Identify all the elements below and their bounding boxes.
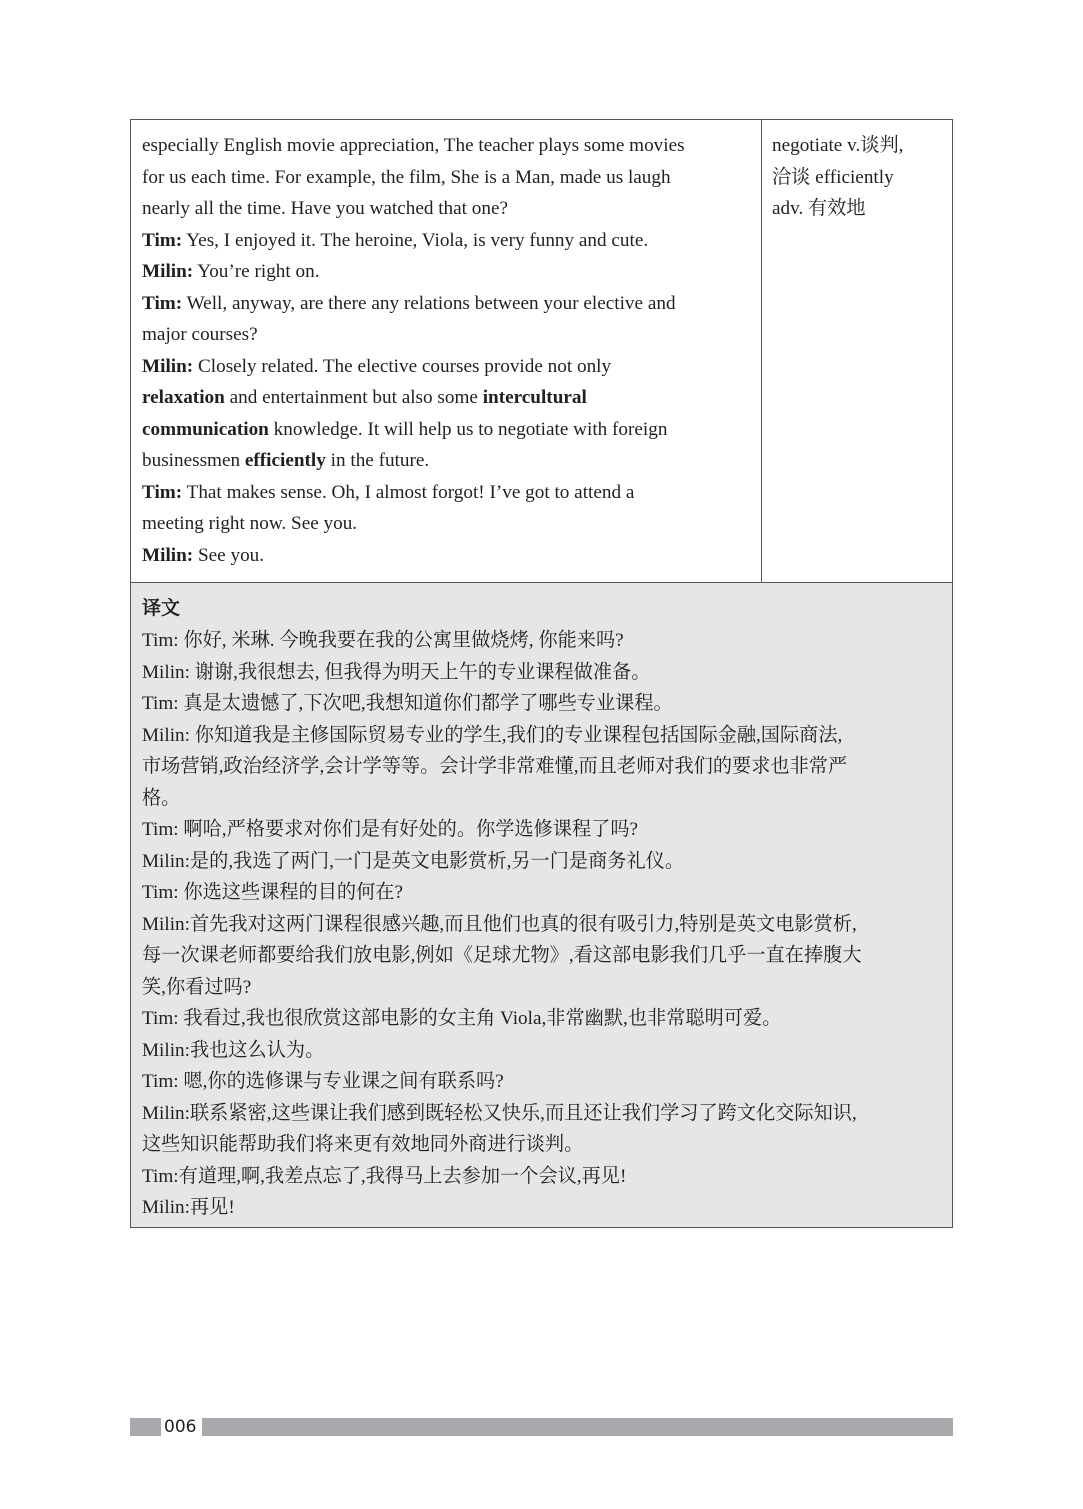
translation-lines bbox=[142, 625, 942, 1224]
dialog-text: nearly all the time. Have you watched that one? bbox=[142, 198, 509, 219]
dialog-line bbox=[142, 288, 751, 320]
dialog-line bbox=[142, 445, 751, 477]
translation-line: Milin: 谢谢,我很想去, 但我得为明天上午的专业课程做准备。 bbox=[142, 661, 651, 683]
dialog-text: major courses? bbox=[142, 324, 258, 345]
vocabulary-note-line: negotiate v.谈判, bbox=[772, 135, 904, 156]
bold-term: communication bbox=[142, 418, 269, 440]
dialog-text: knowledge. It will help us to negotiate with foreign bbox=[268, 418, 668, 440]
dialog-line bbox=[142, 225, 751, 257]
dialog-text: meeting right now. See you. bbox=[142, 513, 358, 534]
speaker-name: Milin: bbox=[142, 544, 194, 566]
dialog-line bbox=[142, 319, 751, 351]
speaker-name: Milin: bbox=[142, 261, 194, 282]
dialog-row bbox=[131, 120, 952, 583]
footer-bar-right bbox=[202, 1418, 953, 1436]
translation-heading: 译文 bbox=[142, 597, 181, 619]
dialog-line bbox=[142, 351, 751, 383]
translation-line: Tim: 我看过,我也很欣赏这部电影的女主角 Viola,非常幽默,也非常聪明可爱。 bbox=[142, 1008, 782, 1029]
translation-line: Tim: 你好, 米琳. 今晚我要在我的公寓里做烧烤, 你能来吗? bbox=[142, 630, 624, 651]
translation-line: Tim: 你选这些课程的目的何在? bbox=[142, 882, 404, 903]
speaker-name: Tim: bbox=[142, 229, 183, 251]
translation-line: Milin:联系紧密,这些课让我们感到既轻松又快乐,而且还让我们学习了跨文化交际知识, bbox=[142, 1102, 857, 1124]
translation-line: Milin:首先我对这两门课程很感兴趣,而且他们也真的很有吸引力,特别是英文电影赏析, bbox=[142, 913, 857, 935]
footer-bar-left bbox=[130, 1418, 161, 1436]
dialog-line bbox=[142, 193, 751, 225]
speaker-name: Tim: bbox=[142, 292, 183, 314]
dialog-line bbox=[142, 477, 751, 509]
bold-term: efficiently bbox=[244, 450, 326, 471]
dialog-line bbox=[142, 540, 751, 572]
translation-line: Milin:是的,我选了两门,一门是英文电影赏析,另一门是商务礼仪。 bbox=[142, 850, 685, 872]
translation-line: 市场营销,政治经济学,会计学等等。会计学非常难懂,而且老师对我们的要求也非常严 bbox=[142, 756, 848, 777]
translation-line: 笑,你看过吗? bbox=[142, 976, 252, 998]
dialog-table bbox=[130, 119, 953, 1228]
translation-line: Milin:再见! bbox=[142, 1197, 235, 1218]
vocabulary-notes-cell bbox=[762, 120, 952, 582]
page-number: 006 bbox=[164, 1417, 197, 1437]
bold-term: relaxation bbox=[142, 387, 225, 408]
translation-line: Tim:有道理,啊,我差点忘了,我得马上去参加一个会议,再见! bbox=[142, 1165, 627, 1187]
speaker-name: Milin: bbox=[142, 355, 194, 377]
translation-line: Tim: 嗯,你的选修课与专业课之间有联系吗? bbox=[142, 1071, 504, 1092]
dialog-line bbox=[142, 382, 751, 414]
dialog-text: Well, anyway, are there any relations between your elective and bbox=[182, 292, 676, 314]
page-footer bbox=[130, 1418, 953, 1436]
dialog-text: businessmen bbox=[142, 450, 245, 471]
translation-cell bbox=[131, 583, 952, 1227]
dialog-text: Yes, I enjoyed it. The heroine, Viola, is very funny and cute. bbox=[182, 229, 649, 251]
dialog-line bbox=[142, 414, 751, 446]
translation-line: Tim: 啊哈,严格要求对你们是有好处的。你学选修课程了吗? bbox=[142, 819, 639, 840]
translation-line: Milin:我也这么认为。 bbox=[142, 1039, 325, 1061]
dialog-line bbox=[142, 130, 751, 162]
translation-line: 格。 bbox=[142, 787, 181, 809]
bold-term: intercultural bbox=[482, 387, 587, 408]
translation-line: Milin: 你知道我是主修国际贸易专业的学生,我们的专业课程包括国际金融,国际商法, bbox=[142, 724, 843, 746]
dialog-text: for us each time. For example, the film, She is a Man, made us laugh bbox=[142, 166, 671, 188]
translation-line: Tim: 真是太遗憾了,下次吧,我想知道你们都学了哪些专业课程。 bbox=[142, 693, 673, 714]
dialog-text: in the future. bbox=[325, 450, 430, 471]
vocabulary-note-line: 洽谈 efficiently bbox=[772, 166, 894, 188]
dialog-text: That makes sense. Oh, I almost forgot! I’ve got to attend a bbox=[182, 481, 635, 503]
translation-line: 每一次课老师都要给我们放电影,例如《足球尤物》,看这部电影我们几乎一直在捧腹大 bbox=[142, 945, 862, 966]
dialog-line bbox=[142, 508, 751, 540]
speaker-name: Tim: bbox=[142, 481, 183, 503]
dialog-cell bbox=[131, 120, 762, 582]
dialog-text: Closely related. The elective courses provide not only bbox=[193, 355, 612, 377]
dialog-text: especially English movie appreciation, The teacher plays some movies bbox=[142, 135, 685, 156]
dialog-text: See you. bbox=[193, 544, 265, 566]
dialog-line bbox=[142, 256, 751, 288]
dialog-line bbox=[142, 162, 751, 194]
dialog-text: and entertainment but also some bbox=[224, 387, 483, 408]
vocabulary-note-line: adv. 有效地 bbox=[772, 198, 866, 219]
translation-line: 这些知识能帮助我们将来更有效地同外商进行谈判。 bbox=[142, 1134, 584, 1155]
dialog-text: You’re right on. bbox=[193, 261, 320, 282]
